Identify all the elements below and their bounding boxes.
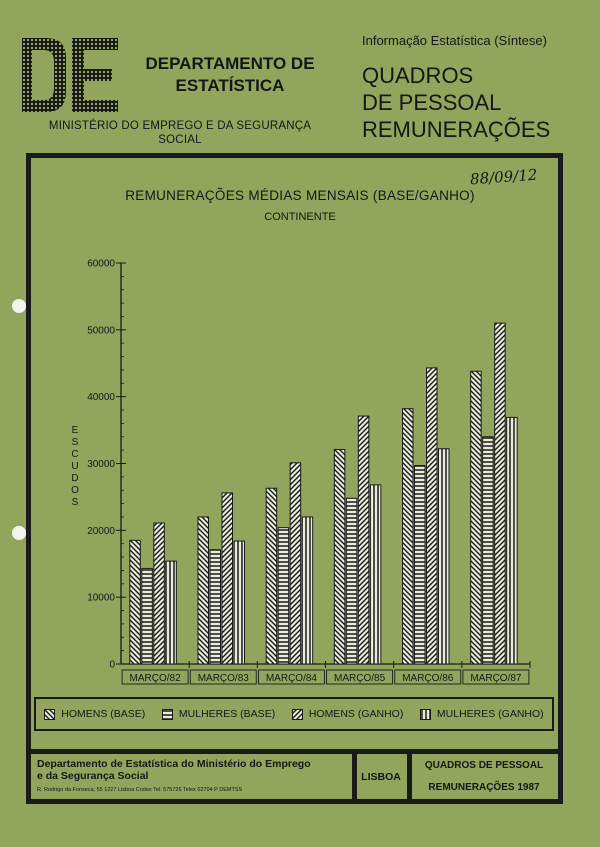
bar (415, 466, 426, 664)
chart-title: REMUNERAÇÕES MÉDIAS MENSAIS (BASE/GANHO) (125, 188, 475, 203)
footer-org-line-2: e da Segurança Social (37, 770, 149, 782)
bar (166, 561, 177, 664)
title-line-2: DE PESSOAL (362, 90, 502, 115)
bar (483, 437, 494, 664)
chart-legend (34, 697, 554, 731)
bar (471, 371, 482, 664)
x-tick-label: MARÇO/86 (402, 673, 454, 684)
bar (439, 449, 450, 664)
ministry-name: MINISTÉRIO DO EMPREGO E DA SEGURANÇA SOCIAL (48, 120, 312, 146)
y-tick-label: 50000 (87, 325, 115, 337)
bar (290, 463, 301, 664)
bar (130, 540, 141, 664)
footer-org-line-1: Departamento de Estatística do Ministério do Emprego (37, 758, 311, 770)
legend-label: HOMENS (BASE) (61, 708, 146, 720)
legend-swatch (420, 709, 431, 720)
legend-label: MULHERES (GANHO) (436, 708, 544, 720)
bar (154, 523, 165, 664)
y-tick-label: 30000 (87, 459, 115, 470)
footer-address: R. Rodrigo da Fonseca, 55 1227 Lisboa Codex Tel. 575726 Telex 62704 P DEMTSS (37, 787, 243, 793)
y-axis-label-letter: O (71, 485, 79, 496)
y-tick-label: 40000 (87, 392, 115, 404)
x-tick-label: MARÇO/87 (470, 673, 522, 684)
legend-item (44, 708, 145, 720)
bar (142, 568, 153, 664)
legend-swatch (162, 709, 173, 720)
y-axis-label-letter: S (71, 497, 79, 508)
legend-item (292, 708, 404, 720)
bar (222, 493, 233, 664)
y-tick-label: 0 (109, 659, 115, 671)
title-line-3: REMUNERAÇÕES (362, 117, 551, 142)
bar (507, 417, 517, 664)
chart-subtitle: CONTINENTE (264, 211, 336, 223)
y-axis-label-letter: S (71, 437, 79, 448)
legend-label: MULHERES (BASE) (178, 708, 276, 720)
y-tick-label: 10000 (87, 592, 115, 604)
bar (198, 517, 209, 664)
y-axis-label-letter: D (71, 473, 79, 484)
footer-publication (410, 754, 563, 804)
legend-item (162, 708, 275, 720)
y-axis-label-letter: U (71, 461, 79, 472)
bar (403, 409, 414, 664)
legend-swatch (292, 709, 303, 720)
bar (495, 323, 506, 664)
info-line: Informação Estatística (Síntese) (362, 33, 547, 48)
legend-swatch (44, 709, 55, 720)
footer-pub-line-1: QUADROS DE PESSOAL (424, 759, 544, 771)
y-tick-label: 20000 (87, 525, 115, 537)
bar (334, 449, 345, 664)
y-tick-label: 60000 (87, 258, 115, 270)
y-axis-label-letter: E (71, 425, 79, 436)
x-tick-label: MARÇO/85 (334, 673, 386, 684)
legend-label: HOMENS (GANHO) (308, 708, 404, 720)
bar (210, 550, 221, 664)
footer-organization (26, 754, 357, 804)
bar (278, 528, 289, 664)
bar (370, 485, 381, 664)
bar (358, 416, 369, 664)
footer-city: LISBOA (355, 754, 412, 804)
title-line-1: QUADROS (362, 63, 474, 88)
bar (266, 488, 277, 664)
footer-pub-line-2: REMUNERAÇÕES 1987 (428, 782, 540, 794)
x-tick-label: MARÇO/83 (197, 673, 249, 684)
department-name: DEPARTAMENTO DE ESTATÍSTICA (145, 54, 315, 95)
bar (302, 517, 313, 664)
handwritten-date: 88/09/12 (469, 165, 538, 189)
x-tick-label: MARÇO/84 (265, 673, 317, 684)
bar (234, 541, 245, 664)
x-tick-label: MARÇO/82 (129, 673, 181, 684)
bar (427, 368, 438, 664)
legend-item (420, 708, 544, 720)
bar (346, 498, 357, 664)
y-axis-label-letter: C (71, 449, 79, 460)
